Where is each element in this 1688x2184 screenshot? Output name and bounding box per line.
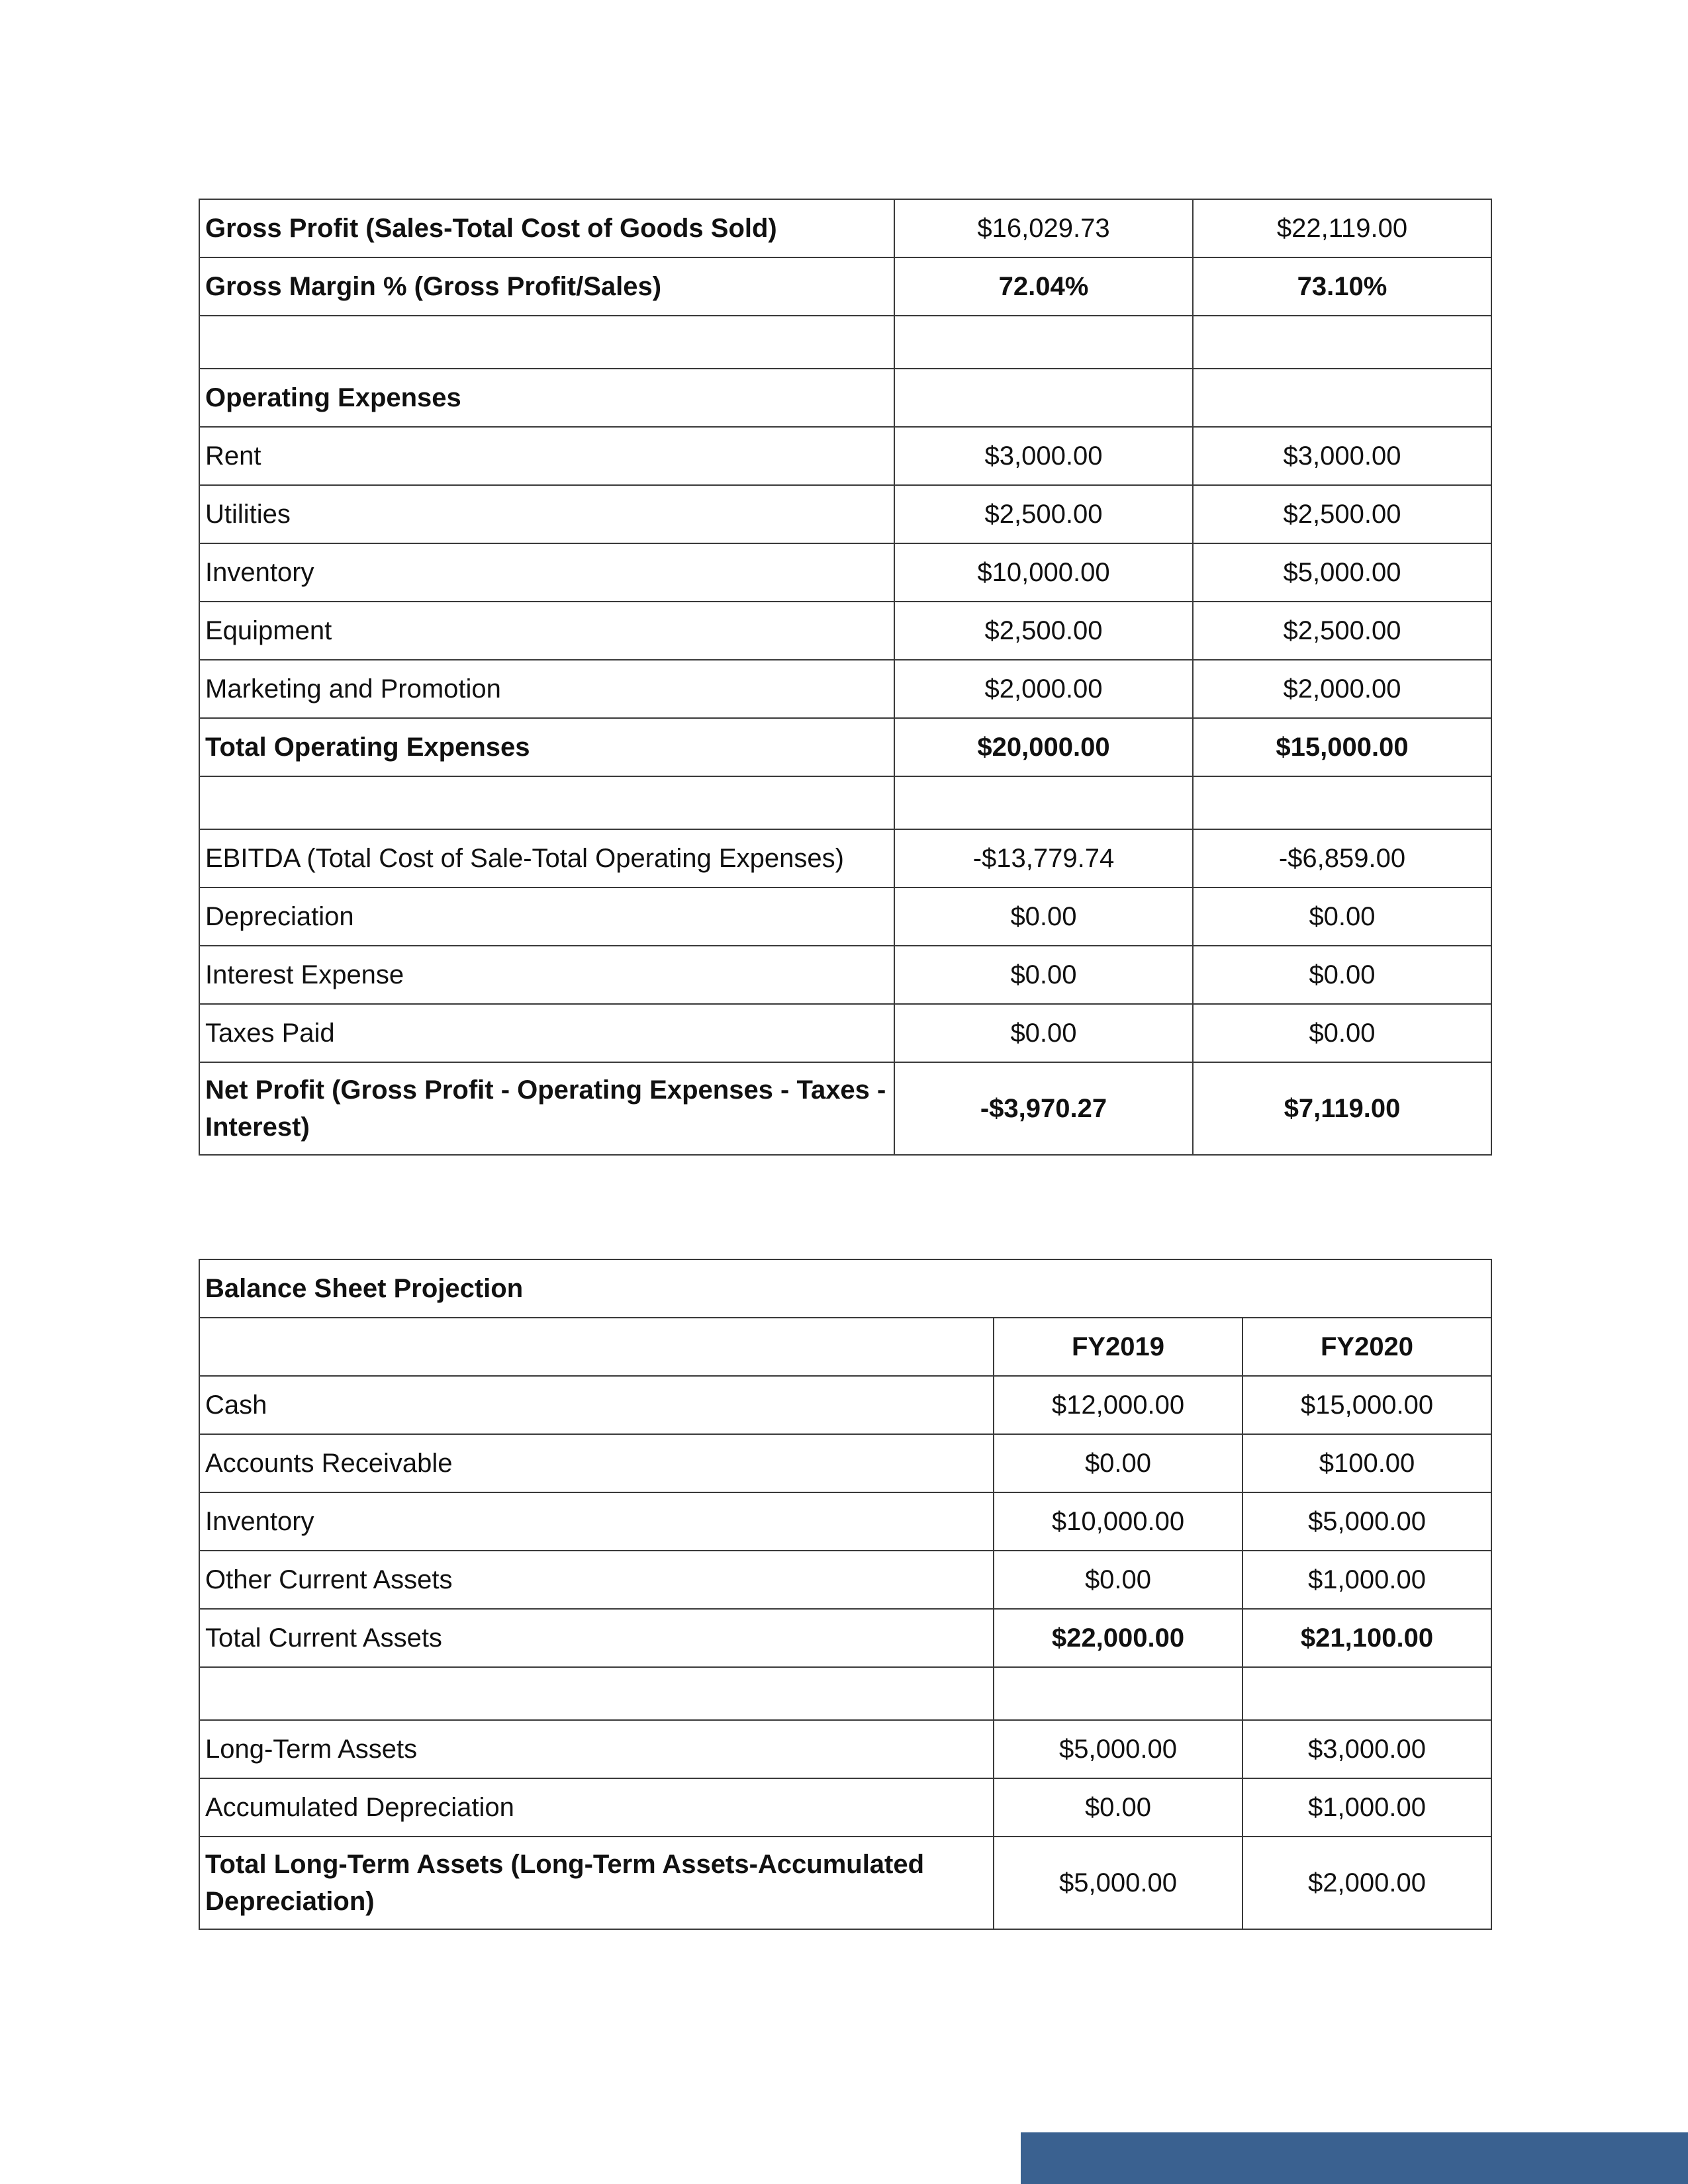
balance-sheet-value-fy2020: $3,000.00	[1243, 1720, 1491, 1778]
balance-sheet-row	[199, 1778, 1491, 1837]
income-statement-row	[199, 316, 1491, 369]
income-statement-label: Equipment	[199, 602, 894, 660]
income-statement-value-fy2020	[1193, 369, 1491, 427]
income-statement-row	[199, 369, 1491, 427]
balance-sheet-value-fy2019: $12,000.00	[994, 1376, 1243, 1434]
income-statement-value-fy2019: $0.00	[894, 887, 1193, 946]
income-statement-value-fy2019	[894, 316, 1193, 369]
income-statement-value-fy2019	[894, 369, 1193, 427]
balance-sheet-value-fy2020	[1243, 1667, 1491, 1720]
balance-sheet-title-row	[199, 1259, 1491, 1318]
income-statement-value-fy2020: $2,500.00	[1193, 602, 1491, 660]
balance-sheet-value-fy2020: $15,000.00	[1243, 1376, 1491, 1434]
balance-sheet-value-fy2019: $5,000.00	[994, 1720, 1243, 1778]
income-statement-row	[199, 887, 1491, 946]
income-statement-value-fy2020: $7,119.00	[1193, 1062, 1491, 1155]
income-statement-value-fy2020	[1193, 316, 1491, 369]
income-statement-value-fy2020: $0.00	[1193, 946, 1491, 1004]
income-statement-value-fy2020: $0.00	[1193, 887, 1491, 946]
balance-sheet-row	[199, 1837, 1491, 1929]
income-statement-row	[199, 1004, 1491, 1062]
income-statement-value-fy2020: -$6,859.00	[1193, 829, 1491, 887]
balance-sheet-value-fy2020: $1,000.00	[1243, 1778, 1491, 1837]
income-statement-row	[199, 1062, 1491, 1155]
income-statement-value-fy2020	[1193, 776, 1491, 829]
income-statement-row	[199, 427, 1491, 485]
income-statement-row	[199, 776, 1491, 829]
balance-sheet-label: Total Current Assets	[199, 1609, 994, 1667]
income-statement-label: Marketing and Promotion	[199, 660, 894, 718]
income-statement-value-fy2019: $2,500.00	[894, 602, 1193, 660]
balance-sheet-label: Long-Term Assets	[199, 1720, 994, 1778]
balance-sheet-row	[199, 1609, 1491, 1667]
income-statement-label	[199, 776, 894, 829]
balance-sheet-value-fy2019: $10,000.00	[994, 1492, 1243, 1551]
income-statement-label	[199, 316, 894, 369]
balance-sheet-value-fy2019: $0.00	[994, 1778, 1243, 1837]
income-statement-label: Interest Expense	[199, 946, 894, 1004]
col-header-fy2020: FY2020	[1243, 1318, 1491, 1376]
income-statement-value-fy2019: $16,029.73	[894, 199, 1193, 257]
income-statement-row	[199, 718, 1491, 776]
balance-sheet-row	[199, 1434, 1491, 1492]
income-statement-label: Net Profit (Gross Profit - Operating Expenses - Taxes - Interest)	[199, 1062, 894, 1155]
balance-sheet-label	[199, 1667, 994, 1720]
income-statement-label: EBITDA (Total Cost of Sale-Total Operating Expenses)	[199, 829, 894, 887]
income-statement-label: Rent	[199, 427, 894, 485]
income-statement-row	[199, 602, 1491, 660]
header-blank-cell	[199, 1318, 994, 1376]
balance-sheet-value-fy2020: $1,000.00	[1243, 1551, 1491, 1609]
income-statement-label: Utilities	[199, 485, 894, 543]
income-statement-value-fy2019: 72.04%	[894, 257, 1193, 316]
income-statement-value-fy2020: $5,000.00	[1193, 543, 1491, 602]
balance-sheet-value-fy2019: $0.00	[994, 1434, 1243, 1492]
balance-sheet-label: Accounts Receivable	[199, 1434, 994, 1492]
balance-sheet-title: Balance Sheet Projection	[199, 1259, 1491, 1318]
balance-sheet-row	[199, 1492, 1491, 1551]
income-statement-value-fy2020: $2,000.00	[1193, 660, 1491, 718]
balance-sheet-label: Cash	[199, 1376, 994, 1434]
income-statement-row	[199, 660, 1491, 718]
income-statement-value-fy2019: -$3,970.27	[894, 1062, 1193, 1155]
income-statement-value-fy2019: $20,000.00	[894, 718, 1193, 776]
balance-sheet-value-fy2019	[994, 1667, 1243, 1720]
income-statement-value-fy2020: $2,500.00	[1193, 485, 1491, 543]
balance-sheet-value-fy2019: $5,000.00	[994, 1837, 1243, 1929]
balance-sheet-value-fy2020: $100.00	[1243, 1434, 1491, 1492]
income-statement-table	[199, 199, 1492, 1156]
balance-sheet-row	[199, 1720, 1491, 1778]
income-statement-label: Total Operating Expenses	[199, 718, 894, 776]
income-statement-value-fy2019: $2,500.00	[894, 485, 1193, 543]
income-statement-value-fy2019	[894, 776, 1193, 829]
balance-sheet-value-fy2020: $2,000.00	[1243, 1837, 1491, 1929]
income-statement-value-fy2019: $2,000.00	[894, 660, 1193, 718]
income-statement-value-fy2019: $0.00	[894, 946, 1193, 1004]
balance-sheet-label: Other Current Assets	[199, 1551, 994, 1609]
income-statement-label: Taxes Paid	[199, 1004, 894, 1062]
balance-sheet-label: Inventory	[199, 1492, 994, 1551]
balance-sheet-row	[199, 1376, 1491, 1434]
income-statement-value-fy2020: $0.00	[1193, 1004, 1491, 1062]
balance-sheet-label: Total Long-Term Assets (Long-Term Assets-Accumulated Depreciation)	[199, 1837, 994, 1929]
income-statement-value-fy2019: $3,000.00	[894, 427, 1193, 485]
income-statement-value-fy2020: 73.10%	[1193, 257, 1491, 316]
balance-sheet-value-fy2019: $0.00	[994, 1551, 1243, 1609]
balance-sheet-header-row	[199, 1318, 1491, 1376]
income-statement-row	[199, 485, 1491, 543]
income-statement-value-fy2019: $10,000.00	[894, 543, 1193, 602]
income-statement-value-fy2020: $22,119.00	[1193, 199, 1491, 257]
income-statement-label: Depreciation	[199, 887, 894, 946]
col-header-fy2019: FY2019	[994, 1318, 1243, 1376]
balance-sheet-value-fy2020: $5,000.00	[1243, 1492, 1491, 1551]
income-statement-row	[199, 199, 1491, 257]
income-statement-value-fy2020: $3,000.00	[1193, 427, 1491, 485]
income-statement-label: Inventory	[199, 543, 894, 602]
balance-sheet-row	[199, 1551, 1491, 1609]
income-statement-row	[199, 543, 1491, 602]
balance-sheet-table	[199, 1259, 1492, 1930]
balance-sheet-label: Accumulated Depreciation	[199, 1778, 994, 1837]
footer-accent-bar	[1021, 2132, 1688, 2184]
income-statement-label: Gross Profit (Sales-Total Cost of Goods Sold)	[199, 199, 894, 257]
income-statement-value-fy2020: $15,000.00	[1193, 718, 1491, 776]
income-statement-row	[199, 946, 1491, 1004]
income-statement-value-fy2019: -$13,779.74	[894, 829, 1193, 887]
balance-sheet-row	[199, 1667, 1491, 1720]
income-statement-label: Operating Expenses	[199, 369, 894, 427]
income-statement-value-fy2019: $0.00	[894, 1004, 1193, 1062]
balance-sheet-value-fy2019: $22,000.00	[994, 1609, 1243, 1667]
income-statement-row	[199, 829, 1491, 887]
income-statement-label: Gross Margin % (Gross Profit/Sales)	[199, 257, 894, 316]
balance-sheet-value-fy2020: $21,100.00	[1243, 1609, 1491, 1667]
income-statement-row	[199, 257, 1491, 316]
